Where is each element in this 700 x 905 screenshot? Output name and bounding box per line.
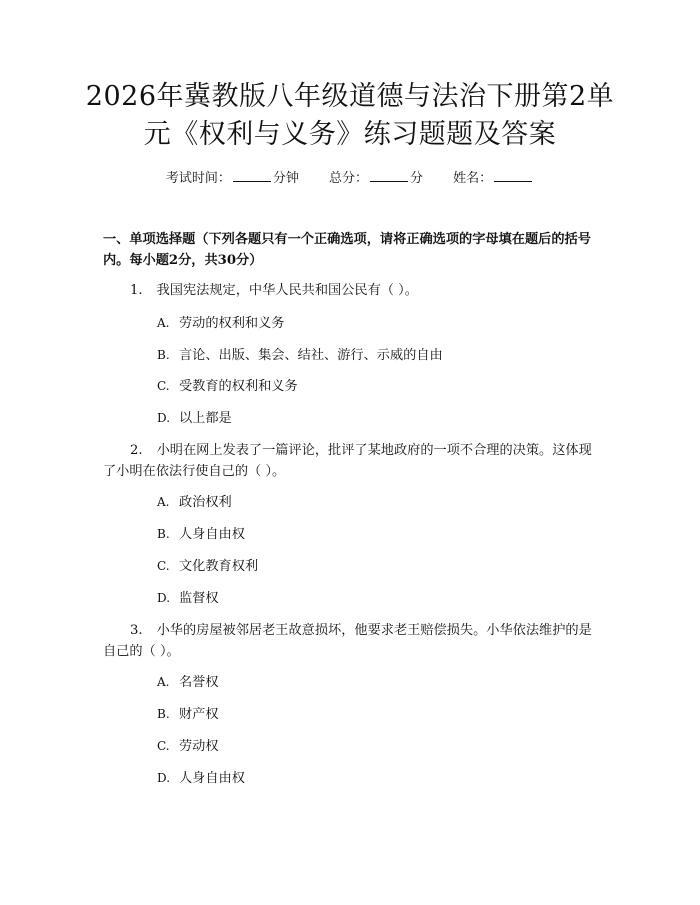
option-text: 财产权: [179, 707, 219, 722]
name-field: [453, 169, 534, 188]
section-heading: 一、单项选择题（下列各题只有一个正确选项，请将正确选项的字母填在题后的括号内。每小题2分，共30分）: [103, 232, 591, 268]
option-3d: [157, 768, 245, 789]
exam-time-field: [166, 169, 299, 188]
total-score-unit: 分: [410, 171, 424, 186]
option-letter: A.: [157, 675, 170, 689]
option-letter: C.: [157, 739, 170, 753]
title-line-2: 元《权利与义务》练习题题及答案: [143, 119, 557, 150]
question-3: [103, 620, 598, 662]
option-letter: D.: [157, 771, 171, 785]
option-letter: C.: [157, 559, 170, 573]
option-2d: [157, 588, 219, 609]
option-letter: B.: [157, 348, 170, 362]
option-text: 劳动的权利和义务: [179, 316, 285, 331]
option-1a: [157, 313, 285, 334]
exam-time-label: 考试时间：: [165, 171, 231, 186]
question-number: 2.: [130, 443, 143, 458]
option-1c: [157, 376, 298, 397]
option-letter: C.: [157, 379, 170, 393]
document-title: [60, 78, 640, 154]
total-score-field: [329, 169, 423, 188]
question-text: 我国宪法规定，中华人民共和国公民有（ ）。: [156, 283, 418, 298]
option-1d: [157, 408, 232, 429]
option-text: 以上都是: [179, 411, 232, 426]
option-text: 人身自由权: [179, 527, 245, 542]
option-text: 言论、出版、集会、结社、游行、示威的自由: [179, 348, 443, 363]
question-1: [103, 280, 598, 301]
option-text: 人身自由权: [179, 771, 245, 786]
exam-info-line: [0, 169, 700, 188]
exam-time-unit: 分钟: [272, 171, 299, 186]
option-3a: [157, 672, 219, 693]
option-letter: B.: [157, 707, 170, 721]
option-letter: D.: [157, 411, 171, 425]
question-2: [103, 440, 598, 482]
name-label: 姓名：: [453, 171, 493, 186]
option-letter: B.: [157, 527, 170, 541]
option-1b: [157, 345, 443, 366]
option-3b: [157, 704, 219, 725]
question-number: 3.: [130, 623, 143, 638]
option-2a: [157, 492, 232, 513]
question-text: 小明在网上发表了一篇评论，批评了某地政府的一项不合理的决策。这体现了小明在依法行使自己的（ ）。: [103, 443, 592, 479]
question-number: 1.: [130, 283, 143, 298]
option-2b: [157, 524, 245, 545]
total-score-label: 总分：: [328, 171, 368, 186]
title-line-1: 2026年冀教版八年级道德与法治下册第2单: [85, 81, 615, 112]
option-text: 名誉权: [179, 675, 219, 690]
option-text: 监督权: [179, 591, 219, 606]
option-3c: [157, 736, 219, 757]
option-letter: D.: [157, 591, 171, 605]
option-2c: [157, 556, 258, 577]
option-letter: A.: [157, 495, 170, 509]
option-text: 受教育的权利和义务: [179, 379, 298, 394]
option-text: 文化教育权利: [179, 559, 259, 574]
option-text: 劳动权: [179, 739, 219, 754]
exam-time-blank: [233, 169, 271, 182]
option-text: 政治权利: [179, 495, 232, 510]
total-score-blank: [370, 169, 408, 182]
option-letter: A.: [157, 316, 170, 330]
question-text: 小华的房屋被邻居老王故意损坏，他要求老王赔偿损失。小华依法维护的是自己的（ ）。: [103, 623, 592, 659]
name-blank: [494, 169, 532, 182]
